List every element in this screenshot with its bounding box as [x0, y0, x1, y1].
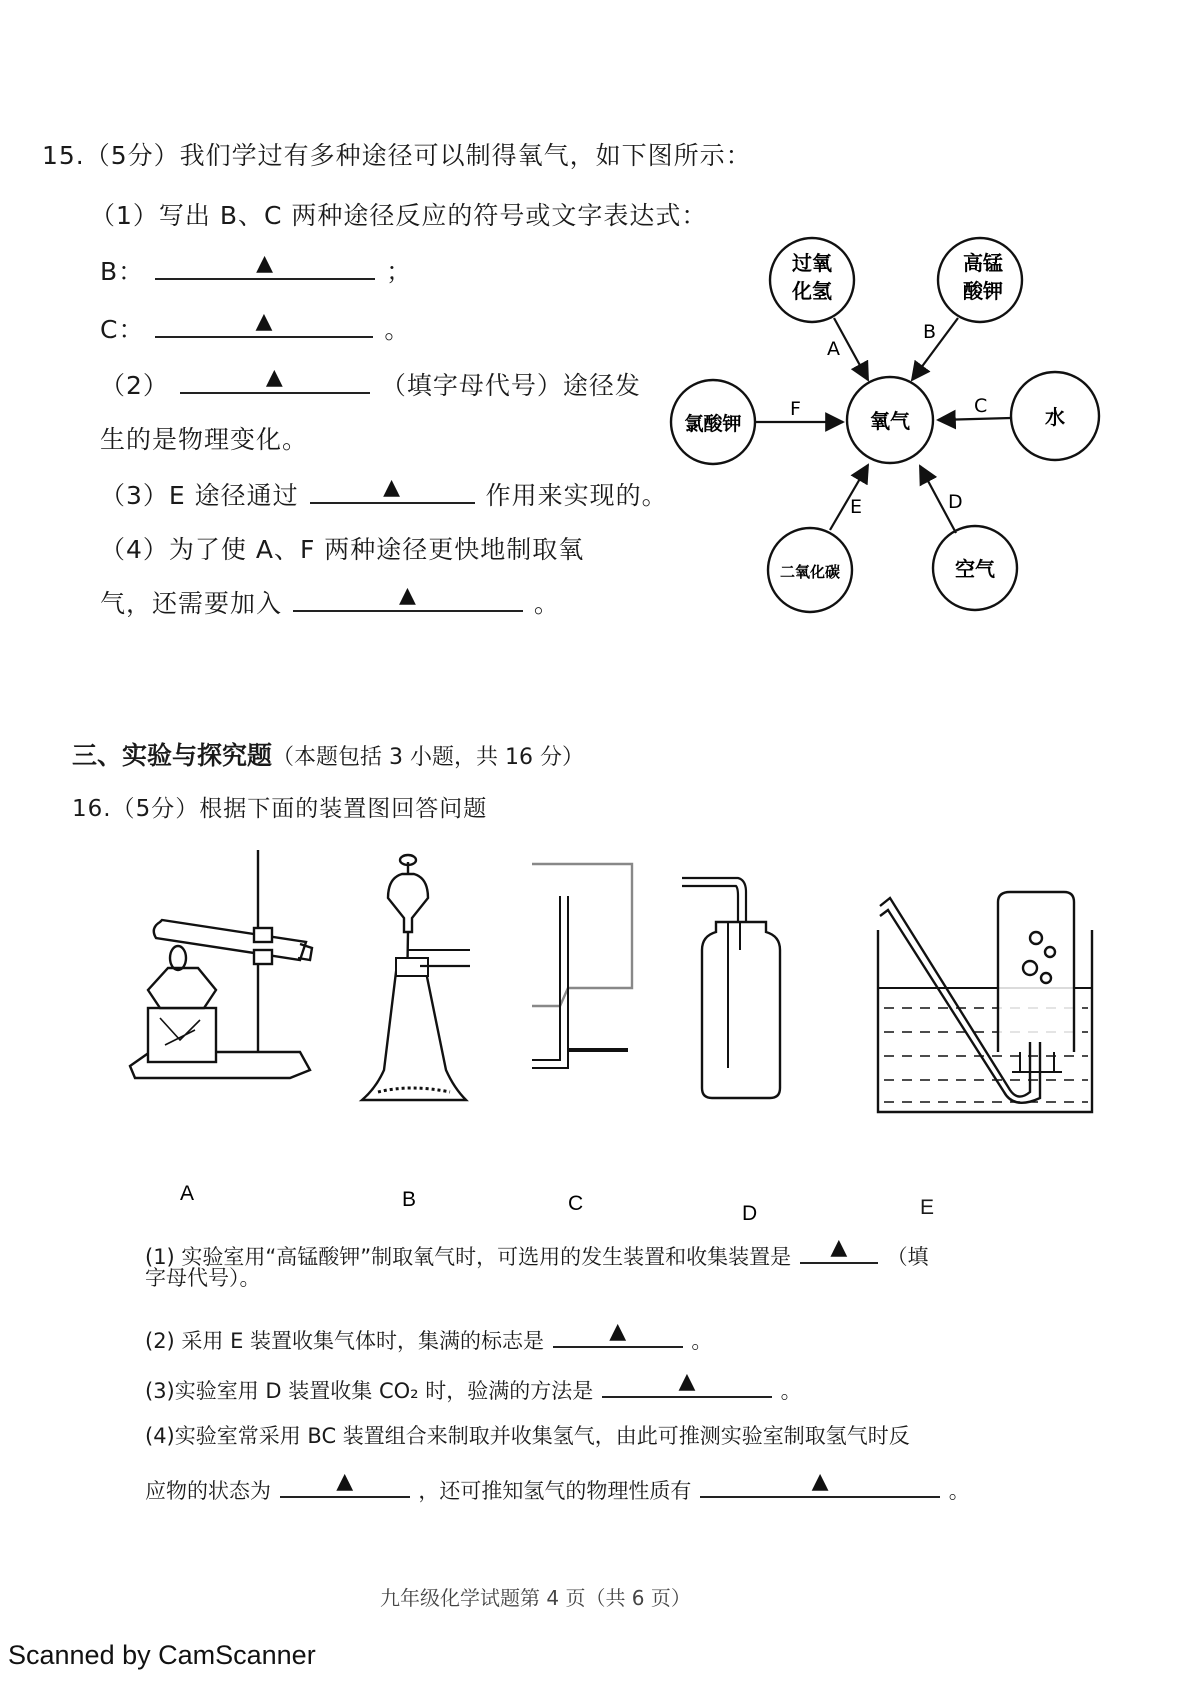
apparatus-c — [532, 864, 632, 1068]
q16-part3-text: (3)实验室用 D 装置收集 CO₂ 时，验满的方法是 — [145, 1379, 594, 1403]
q15-part2-text: （填字母代号）途径发 — [380, 371, 641, 400]
section3-subtitle: （本题包括 3 小题，共 16 分） — [272, 745, 584, 770]
arrow-b-label: B — [923, 321, 937, 343]
q16-part2 — [145, 1320, 712, 1355]
apparatus-label-d: D — [742, 1202, 758, 1220]
arrow-e-label: E — [850, 496, 863, 518]
arrow-c — [938, 418, 1011, 420]
answer-marker-icon: ▲ — [399, 583, 417, 608]
q16-part1-end: （填 — [886, 1245, 929, 1269]
q15-part4a: （4）为了使 A、F 两种途径更快地制取氧 — [100, 535, 585, 564]
q16-part1-cont: 字母代号）。 — [145, 1266, 261, 1290]
q15-part2-label: （2） — [100, 371, 169, 400]
arrow-c-label: C — [974, 395, 988, 417]
apparatus-label-e: E — [920, 1196, 935, 1219]
q16-title: 16.（5分）根据下面的装置图回答问题 — [72, 796, 488, 822]
kmno4-label-2: 酸钾 — [963, 279, 1003, 303]
arrow-a-label: A — [827, 338, 840, 360]
q16-part4b — [145, 1470, 970, 1505]
oxygen-pathway-diagram — [0, 0, 1190, 700]
page-footer: 九年级化学试题第 4 页（共 6 页） — [380, 1586, 691, 1610]
center-label: 氧气 — [870, 409, 910, 433]
q15-part4b-end: 。 — [533, 589, 560, 618]
q16-part4b-text: 应物的状态为 — [145, 1479, 271, 1503]
q15-c-label: C： — [100, 315, 145, 344]
arrow-e — [830, 465, 868, 530]
answer-marker-icon: ▲ — [383, 475, 402, 500]
q16-part1-blank[interactable] — [800, 1236, 878, 1264]
apparatus-a — [130, 850, 312, 1078]
q16-part1 — [145, 1236, 929, 1271]
q15-part3-label: （3）E 途径通过 — [100, 481, 299, 510]
q16-part4-blank-2[interactable] — [700, 1470, 940, 1498]
section3-title: 三、实验与探究题 — [72, 741, 273, 770]
arrow-f-label: F — [790, 398, 801, 420]
apparatus-figure — [0, 840, 1190, 1220]
q16-part3-end: 。 — [780, 1379, 802, 1403]
q16-part4a: (4)实验室常采用 BC 装置组合来制取并收集氢气，由此可推测实验室制取氢气时反 — [145, 1424, 910, 1448]
answer-marker-icon: ▲ — [678, 1369, 696, 1394]
camscanner-watermark: Scanned by CamScanner — [8, 1640, 316, 1670]
q15-b-end: ； — [386, 257, 413, 286]
q15-part1: （1）写出 B、C 两种途径反应的符号或文字表达式： — [90, 201, 708, 230]
h2o2-label-1: 过氧 — [792, 251, 832, 275]
kmno4-label-1: 高锰 — [963, 251, 1003, 275]
q16-part4b-end: 。 — [948, 1479, 970, 1503]
q15-c-end: 。 — [384, 315, 411, 344]
q16-part3 — [145, 1370, 802, 1405]
q15-part4b-text: 气，还需要加入 — [100, 589, 283, 618]
section3-heading — [72, 736, 584, 772]
answer-marker-icon: ▲ — [830, 1235, 848, 1260]
apparatus-e — [878, 892, 1092, 1112]
q16-part2-blank[interactable] — [553, 1320, 683, 1348]
apparatus-label-a: A — [180, 1182, 195, 1205]
q15-title: 15.（5分）我们学过有多种途径可以制得氧气，如下图所示： — [42, 141, 752, 170]
h2o2-label-2: 化氢 — [792, 279, 832, 303]
answer-marker-icon: ▲ — [609, 1319, 627, 1344]
answer-marker-icon: ▲ — [811, 1469, 829, 1494]
answer-marker-icon: ▲ — [265, 365, 284, 390]
water-label: 水 — [1045, 405, 1065, 429]
air-label: 空气 — [955, 557, 995, 581]
arrow-d-label: D — [948, 491, 963, 513]
kclo3-label: 氯酸钾 — [684, 413, 742, 435]
q16-part2-end: 。 — [691, 1329, 713, 1353]
q15-b-label: B： — [100, 257, 145, 286]
q15-part3-text: 作用来实现的。 — [485, 481, 668, 510]
q16-part1-text: (1) 实验室用“高锰酸钾”制取氧气时，可选用的发生装置和收集装置是 — [145, 1245, 792, 1269]
q16-part4-blank-1[interactable] — [280, 1470, 410, 1498]
apparatus-label-b: B — [402, 1188, 417, 1211]
answer-marker-icon: ▲ — [336, 1469, 354, 1494]
apparatus-b — [362, 855, 470, 1100]
co2-label: 二氧化碳 — [779, 563, 841, 581]
q16-part2-text: (2) 采用 E 装置收集气体时，集满的标志是 — [145, 1329, 545, 1353]
apparatus-d — [682, 878, 780, 1098]
apparatus-label-c: C — [568, 1192, 584, 1215]
answer-marker-icon: ▲ — [255, 309, 274, 334]
answer-marker-icon: ▲ — [256, 251, 275, 276]
q16-part3-blank[interactable] — [602, 1370, 772, 1398]
q15-part2-cont: 生的是物理变化。 — [100, 425, 309, 454]
q16-part4b-mid: ，还可推知氢气的物理性质有 — [418, 1479, 692, 1503]
